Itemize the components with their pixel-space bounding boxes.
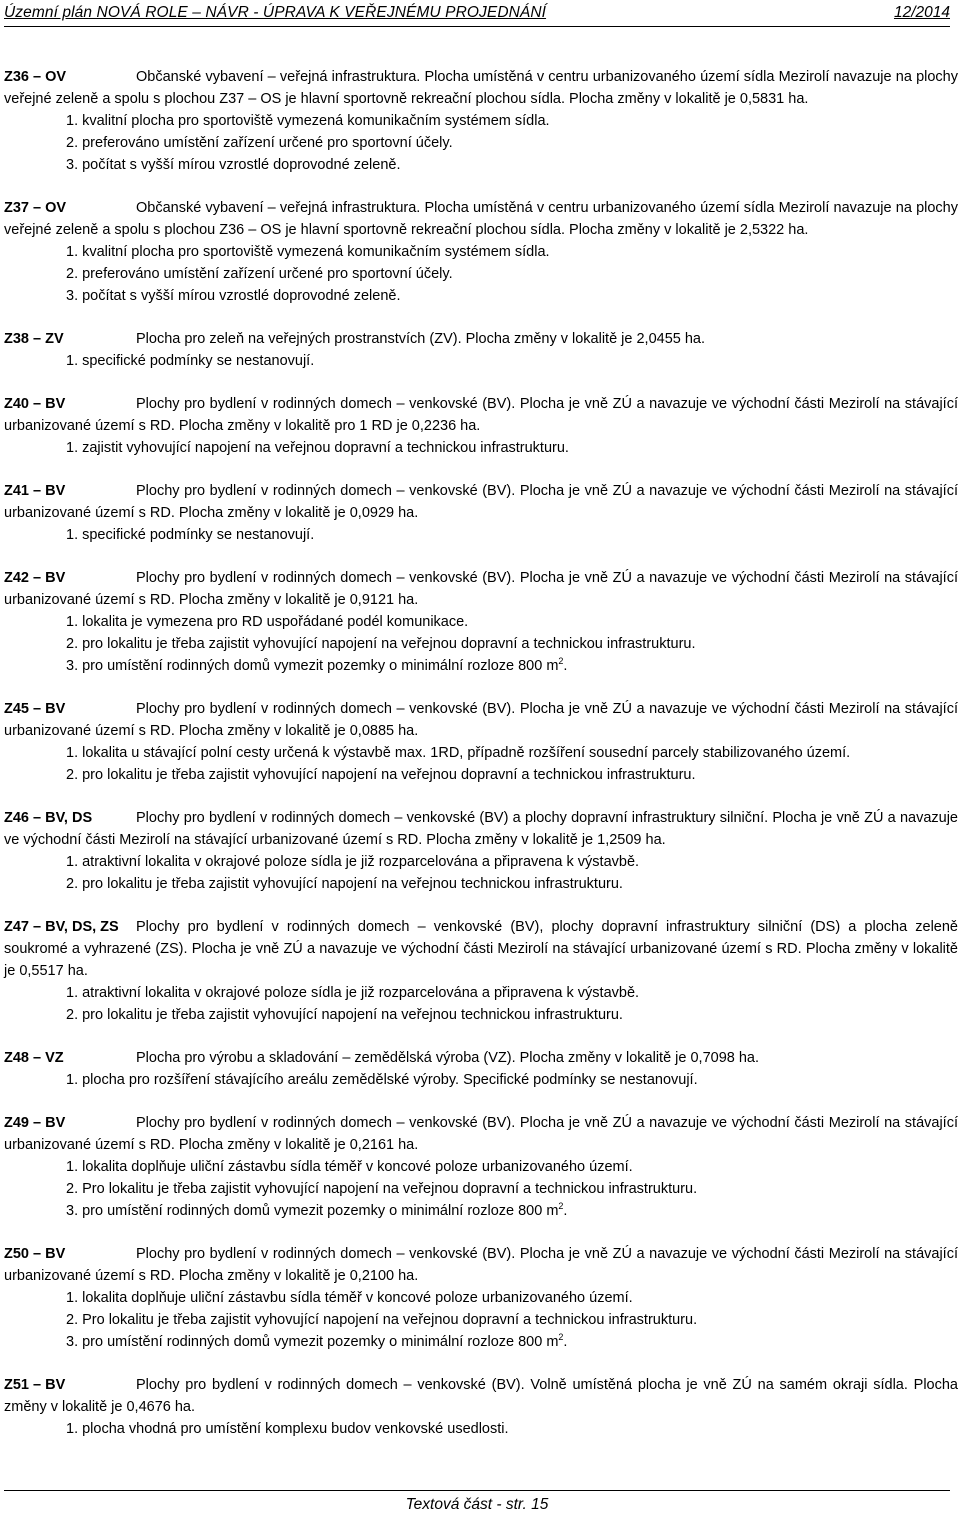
condition-item: 2. preferováno umístění zařízení určené pro sportovní účely. bbox=[66, 135, 453, 151]
area-entry bbox=[4, 66, 958, 176]
condition-item: 1. specifické podmínky se nestanovují. bbox=[66, 527, 315, 543]
area-description bbox=[4, 567, 958, 611]
area-code: Z38 – ZV bbox=[4, 331, 64, 347]
area-description bbox=[4, 393, 958, 437]
area-text: Plochy pro bydlení v rodinných domech – venkovské (BV). Plocha je vně ZÚ a navazuje ve východní části Mezirolí na stávající urbanizované území s RD. Plocha změny v lokalitě pro 1 RD je 0,2236 ha. bbox=[4, 396, 958, 434]
area-description bbox=[4, 1047, 958, 1069]
area-description bbox=[4, 916, 958, 982]
condition-item: 1. kvalitní plocha pro sportoviště vymezená komunikačním systémem sídla. bbox=[66, 113, 550, 129]
area-code: Z46 – BV, DS bbox=[4, 810, 93, 826]
condition-item: 3. počítat s vyšší mírou vzrostlé doprovodné zeleně. bbox=[66, 288, 401, 304]
condition-item: 1. lokalita je vymezena pro RD uspořádané podél komunikace. bbox=[66, 614, 469, 630]
area-text: Plochy pro bydlení v rodinných domech – venkovské (BV). Volně umístěná plocha je vně ZÚ na samém okraji sídla. Plocha změny v lokalitě je 0,4676 ha. bbox=[4, 1377, 958, 1415]
area-entry bbox=[4, 1243, 958, 1353]
area-code: Z47 – BV, DS, ZS bbox=[4, 919, 119, 935]
area-text: Plochy pro bydlení v rodinných domech – venkovské (BV). Plocha je vně ZÚ a navazuje ve východní části Mezirolí na stávající urbanizované území s RD. Plocha změny v lokalitě je 0,2100 ha. bbox=[4, 1246, 958, 1284]
page-number: Textová část - str. 15 bbox=[405, 1496, 549, 1513]
condition-item: 1. plocha pro rozšíření stávajícího areálu zemědělské výroby. Specifické podmínky se nestanovují. bbox=[66, 1072, 698, 1088]
area-description bbox=[4, 197, 958, 241]
condition-item: 1. atraktivní lokalita v okrajové poloze sídla je již rozparcelována a připravena k výstavbě. bbox=[66, 854, 640, 870]
area-code: Z49 – BV bbox=[4, 1115, 66, 1131]
condition-item: 1. plocha vhodná pro umístění komplexu budov venkovské usedlosti. bbox=[66, 1421, 509, 1437]
condition-item: 2. Pro lokalitu je třeba zajistit vyhovující napojení na veřejnou dopravní a technickou infrastrukturu. bbox=[66, 1312, 698, 1328]
document-title: Územní plán NOVÁ ROLE – NÁVR - ÚPRAVA K VEŘEJNÉMU PROJEDNÁNÍ bbox=[4, 4, 547, 21]
condition-item: 1. specifické podmínky se nestanovují. bbox=[66, 353, 315, 369]
condition-item: 2. pro lokalitu je třeba zajistit vyhovující napojení na veřejnou technickou infrastrukturu. bbox=[66, 876, 623, 892]
condition-item: 1. atraktivní lokalita v okrajové poloze sídla je již rozparcelována a připravena k výstavbě. bbox=[66, 985, 640, 1001]
area-description bbox=[4, 1374, 958, 1418]
condition-item: 2. pro lokalitu je třeba zajistit vyhovující napojení na veřejnou technickou infrastrukturu. bbox=[66, 1007, 623, 1023]
area-text: Plocha pro výrobu a skladování – zemědělská výroba (VZ). Plocha změny v lokalitě je 0,7098 ha. bbox=[136, 1050, 760, 1066]
area-entry bbox=[4, 197, 958, 307]
area-text: Plocha pro zeleň na veřejných prostranstvích (ZV). Plocha změny v lokalitě je 2,0455 ha. bbox=[136, 331, 706, 347]
condition-item: 3. pro umístění rodinných domů vymezit pozemky o minimální rozloze 800 $m^2$. bbox=[66, 656, 568, 674]
area-text: Plochy pro bydlení v rodinných domech – venkovské (BV). Plocha je vně ZÚ a navazuje ve východní části Mezirolí na stávající urbanizované území s RD. Plocha změny v lokalitě je 0,0885 ha. bbox=[4, 701, 958, 739]
area-text: Plochy pro bydlení v rodinných domech – venkovské (BV). Plocha je vně ZÚ a navazuje ve východní části Mezirolí na stávající urbanizované území s RD. Plocha změny v lokalitě je 0,2161 ha. bbox=[4, 1115, 958, 1153]
area-entry bbox=[4, 1112, 958, 1222]
area-text: Plochy pro bydlení v rodinných domech – venkovské (BV), plochy dopravní infrastruktury silniční (DS) a plocha zeleně soukromé a vyhrazené (ZS). Plocha je vně ZÚ a navazuje ve východní části Mezirolí na stávající urbanizované území s RD. Plocha změny v lokalitě je 0,5517 ha. bbox=[4, 919, 958, 979]
area-code: Z37 – OV bbox=[4, 200, 67, 216]
condition-item: 2. preferováno umístění zařízení určené pro sportovní účely. bbox=[66, 266, 453, 282]
area-code: Z42 – BV bbox=[4, 570, 66, 586]
document-body bbox=[4, 66, 958, 1461]
area-entry bbox=[4, 698, 958, 786]
area-entry bbox=[4, 567, 958, 677]
document-date: 12/2014 bbox=[893, 4, 950, 21]
page-footer bbox=[4, 1490, 950, 1516]
condition-item: 1. kvalitní plocha pro sportoviště vymezená komunikačním systémem sídla. bbox=[66, 244, 550, 260]
condition-item: 3. počítat s vyšší mírou vzrostlé doprovodné zeleně. bbox=[66, 157, 401, 173]
area-code: Z51 – BV bbox=[4, 1377, 66, 1393]
area-description bbox=[4, 480, 958, 524]
condition-item: 2. pro lokalitu je třeba zajistit vyhovující napojení na veřejnou dopravní a technickou infrastrukturu. bbox=[66, 767, 696, 783]
condition-item: 1. lokalita doplňuje uliční zástavbu sídla téměř v koncové poloze urbanizovaného území. bbox=[66, 1159, 633, 1175]
condition-item: 1. lokalita doplňuje uliční zástavbu sídla téměř v koncové poloze urbanizovaného území. bbox=[66, 1290, 633, 1306]
area-entry bbox=[4, 1374, 958, 1440]
condition-item: 2. pro lokalitu je třeba zajistit vyhovující napojení na veřejnou dopravní a technickou infrastrukturu. bbox=[66, 636, 696, 652]
area-entry bbox=[4, 916, 958, 1026]
area-code: Z45 – BV bbox=[4, 701, 66, 717]
area-text: Občanské vybavení – veřejná infrastruktura. Plocha umístěná v centru urbanizovaného území sídla Mezirolí navazuje na plochy veřejné zeleně a spolu s plochou Z37 – OS je hlavní sportovně rekreační plochou sídla. Plocha změny v lokalitě je 0,5831 ha. bbox=[4, 69, 958, 107]
area-code: Z36 – OV bbox=[4, 69, 67, 85]
area-description bbox=[4, 1243, 958, 1287]
area-description bbox=[4, 66, 958, 110]
area-description bbox=[4, 1112, 958, 1156]
condition-item: 3. pro umístění rodinných domů vymezit pozemky o minimální rozloze 800 $m^2$. bbox=[66, 1201, 568, 1219]
area-code: Z41 – BV bbox=[4, 483, 66, 499]
area-description bbox=[4, 807, 958, 851]
area-entry bbox=[4, 480, 958, 546]
area-text: Občanské vybavení – veřejná infrastruktura. Plocha umístěná v centru urbanizovaného území sídla Mezirolí navazuje na plochy veřejné zeleně a spolu s plochou Z36 – OS je hlavní sportovně rekreační plochou sídla. Plocha změny v lokalitě je 2,5322 ha. bbox=[4, 200, 958, 238]
area-code: Z48 – VZ bbox=[4, 1050, 64, 1066]
area-entry bbox=[4, 807, 958, 895]
area-text: Plochy pro bydlení v rodinných domech – venkovské (BV). Plocha je vně ZÚ a navazuje ve východní části Mezirolí na stávající urbanizované území s RD. Plocha změny v lokalitě je 0,9121 ha. bbox=[4, 570, 958, 608]
condition-item: 3. pro umístění rodinných domů vymezit pozemky o minimální rozloze 800 $m^2$. bbox=[66, 1332, 568, 1350]
area-entry bbox=[4, 328, 958, 372]
condition-item: 2. Pro lokalitu je třeba zajistit vyhovující napojení na veřejnou dopravní a technickou infrastrukturu. bbox=[66, 1181, 698, 1197]
area-text: Plochy pro bydlení v rodinných domech – venkovské (BV). Plocha je vně ZÚ a navazuje ve východní části Mezirolí na stávající urbanizované území s RD. Plocha změny v lokalitě je 0,0929 ha. bbox=[4, 483, 958, 521]
area-entry bbox=[4, 1047, 958, 1091]
area-text: Plochy pro bydlení v rodinných domech – venkovské (BV) a plochy dopravní infrastruktury silniční. Plocha je vně ZÚ a navazuje ve východní části Mezirolí na stávající urbanizované území s RD. Plocha změny v lokalitě je 1,2509 ha. bbox=[4, 810, 958, 848]
page-header bbox=[4, 2, 950, 27]
area-description bbox=[4, 698, 958, 742]
condition-item: 1. lokalita u stávající polní cesty určená k výstavbě max. 1RD, případně rozšíření sousední parcely stabilizovaného území. bbox=[66, 745, 851, 761]
area-code: Z50 – BV bbox=[4, 1246, 66, 1262]
area-code: Z40 – BV bbox=[4, 396, 66, 412]
condition-item: 1. zajistit vyhovující napojení na veřejnou dopravní a technickou infrastrukturu. bbox=[66, 440, 569, 456]
area-description bbox=[4, 328, 958, 350]
area-entry bbox=[4, 393, 958, 459]
